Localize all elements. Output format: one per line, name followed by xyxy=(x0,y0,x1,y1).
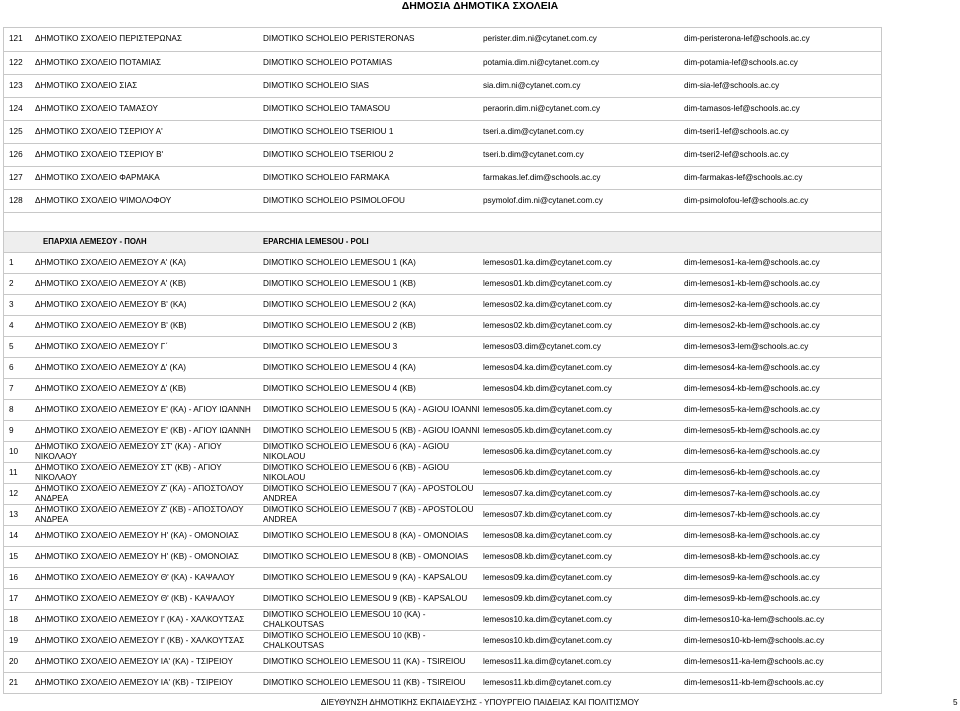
school-name-latin: DIMOTIKO SCHOLEIO LEMESOU 11 (KB) - TSIREIOU xyxy=(263,672,483,693)
school-name-greek: ΔΗΜΟΤΙΚΟ ΣΧΟΛΕΙΟ ΛΕΜΕΣΟΥ Α' (ΚΒ) xyxy=(35,273,263,294)
school-email: lemesos09.kb.dim@cytanet.com.cy xyxy=(483,588,684,609)
table-row xyxy=(4,357,881,378)
footer-text: ΔΙΕΥΘΥΝΣΗ ΔΗΜΟΤΙΚΗΣ ΕΚΠΑΙΔΕΥΣΗΣ - ΥΠΟΥΡΓΕΙΟ ΠΑΙΔΕΙΑΣ ΚΑΙ ΠΟΛΙΤΙΣΜΟΥ xyxy=(320,698,640,707)
school-number: 1 xyxy=(4,252,35,273)
table-row xyxy=(4,166,881,189)
school-number: 125 xyxy=(4,120,35,143)
school-email: lemesos08.kb.dim@cytanet.com.cy xyxy=(483,546,684,567)
school-email-schools: dim-tamasos-lef@schools.ac.cy xyxy=(684,97,881,120)
school-number: 124 xyxy=(4,97,35,120)
school-name-latin: DIMOTIKO SCHOLEIO LEMESOU 8 (KA) - OMONOIAS xyxy=(263,525,483,546)
school-name-latin: DIMOTIKO SCHOLEIO LEMESOU 6 (KA) - AGIOU NIKOLAOU xyxy=(263,441,483,462)
school-email-schools: dim-lemesos11-kb-lem@schools.ac.cy xyxy=(684,672,881,693)
school-email: lemesos05.kb.dim@cytanet.com.cy xyxy=(483,420,684,441)
table-row xyxy=(4,504,881,525)
table-row xyxy=(4,120,881,143)
school-number: 8 xyxy=(4,399,35,420)
school-name-latin: DIMOTIKO SCHOLEIO LEMESOU 2 (KA) xyxy=(263,294,483,315)
school-name-greek: ΔΗΜΟΤΙΚΟ ΣΧΟΛΕΙΟ ΛΕΜΕΣΟΥ Ε' (ΚΒ) - ΑΓΙΟΥ ΙΩΑΝΝΗ xyxy=(35,420,263,441)
school-name-greek: ΔΗΜΟΤΙΚΟ ΣΧΟΛΕΙΟ ΛΕΜΕΣΟΥ ΣΤ' (ΚΒ) - ΑΓΙΟΥ ΝΙΚΟΛΑΟΥ xyxy=(35,462,263,483)
school-number: 15 xyxy=(4,546,35,567)
school-number: 20 xyxy=(4,651,35,672)
school-number: 12 xyxy=(4,483,35,504)
school-email: lemesos09.ka.dim@cytanet.com.cy xyxy=(483,567,684,588)
school-email: lemesos04.ka.dim@cytanet.com.cy xyxy=(483,357,684,378)
school-number: 127 xyxy=(4,166,35,189)
table-row xyxy=(4,28,881,51)
school-name-greek: ΔΗΜΟΤΙΚΟ ΣΧΟΛΕΙΟ ΛΕΜΕΣΟΥ Ι' (ΚΑ) - ΧΑΛΚΟΥΤΣΑΣ xyxy=(35,609,263,630)
school-email-schools: dim-lemesos8-kb-lem@schools.ac.cy xyxy=(684,546,881,567)
school-number: 126 xyxy=(4,143,35,166)
school-number: 4 xyxy=(4,315,35,336)
table-row xyxy=(4,399,881,420)
table-row xyxy=(4,252,881,273)
school-name-greek: ΔΗΜΟΤΙΚΟ ΣΧΟΛΕΙΟ ΛΕΜΕΣΟΥ Γ΄ xyxy=(35,336,263,357)
table-row xyxy=(4,378,881,399)
school-number: 19 xyxy=(4,630,35,651)
school-name-latin: DIMOTIKO SCHOLEIO LEMESOU 5 (KB) - AGIOU IOANNI xyxy=(263,420,483,441)
school-email-schools: dim-lemesos6-kb-lem@schools.ac.cy xyxy=(684,462,881,483)
school-name-greek: ΔΗΜΟΤΙΚΟ ΣΧΟΛΕΙΟ ΤΑΜΑΣΟΥ xyxy=(35,97,263,120)
school-number: 18 xyxy=(4,609,35,630)
school-name-greek: ΔΗΜΟΤΙΚΟ ΣΧΟΛΕΙΟ ΛΕΜΕΣΟΥ Ζ' (ΚΒ) - ΑΠΟΣΤΟΛΟΥ ΑΝΔΡΕΑ xyxy=(35,504,263,525)
school-email: lemesos01.kb.dim@cytanet.com.cy xyxy=(483,273,684,294)
school-email-schools: dim-tseri2-lef@schools.ac.cy xyxy=(684,143,881,166)
table-row xyxy=(4,315,881,336)
school-name-greek: ΔΗΜΟΤΙΚΟ ΣΧΟΛΕΙΟ ΤΣΕΡΙΟΥ Β' xyxy=(35,143,263,166)
school-email-schools: dim-lemesos4-kb-lem@schools.ac.cy xyxy=(684,378,881,399)
page-title: ΔΗΜΟΣΙΑ ΔΗΜΟΤΙΚΑ ΣΧΟΛΕΙΑ xyxy=(401,0,559,12)
school-name-latin: DIMOTIKO SCHOLEIO LEMESOU 8 (KB) - OMONOIAS xyxy=(263,546,483,567)
school-name-latin: DIMOTIKO SCHOLEIO POTAMIAS xyxy=(263,51,483,74)
school-name-latin: DIMOTIKO SCHOLEIO LEMESOU 4 (KA) xyxy=(263,357,483,378)
page-number: 5 xyxy=(953,698,958,707)
school-email-schools: dim-lemesos9-ka-lem@schools.ac.cy xyxy=(684,567,881,588)
school-email-schools: dim-lemesos6-ka-lem@schools.ac.cy xyxy=(684,441,881,462)
school-number: 6 xyxy=(4,357,35,378)
school-name-latin: DIMOTIKO SCHOLEIO LEMESOU 4 (KB) xyxy=(263,378,483,399)
school-email-schools: dim-lemesos10-ka-lem@schools.ac.cy xyxy=(684,609,881,630)
school-email: lemesos02.kb.dim@cytanet.com.cy xyxy=(483,315,684,336)
school-name-latin: DIMOTIKO SCHOLEIO LEMESOU 1 (KB) xyxy=(263,273,483,294)
school-email: lemesos05.ka.dim@cytanet.com.cy xyxy=(483,399,684,420)
school-number: 13 xyxy=(4,504,35,525)
school-number: 5 xyxy=(4,336,35,357)
school-email: lemesos10.kb.dim@cytanet.com.cy xyxy=(483,630,684,651)
school-email: lemesos11.ka.dim@cytanet.com.cy xyxy=(483,651,684,672)
table-row xyxy=(4,51,881,74)
school-name-latin: DIMOTIKO SCHOLEIO SIAS xyxy=(263,74,483,97)
school-number: 17 xyxy=(4,588,35,609)
table-row xyxy=(4,651,881,672)
table-row xyxy=(4,588,881,609)
school-number: 3 xyxy=(4,294,35,315)
school-email: farmakas.lef.dim@schools.ac.cy xyxy=(483,166,684,189)
school-name-latin: DIMOTIKO SCHOLEIO LEMESOU 6 (KB) - AGIOU NIKOLAOU xyxy=(263,462,483,483)
table-row xyxy=(4,630,881,651)
school-name-latin: DIMOTIKO SCHOLEIO TAMASOU xyxy=(263,97,483,120)
school-number: 9 xyxy=(4,420,35,441)
school-email-schools: dim-lemesos3-lem@schools.ac.cy xyxy=(684,336,881,357)
school-name-greek: ΔΗΜΟΤΙΚΟ ΣΧΟΛΕΙΟ ΛΕΜΕΣΟΥ Ζ' (ΚΑ) - ΑΠΟΣΤΟΛΟΥ ΑΝΔΡΕΑ xyxy=(35,483,263,504)
table-row xyxy=(4,143,881,166)
school-name-greek: ΔΗΜΟΤΙΚΟ ΣΧΟΛΕΙΟ ΠΟΤΑΜΙΑΣ xyxy=(35,51,263,74)
school-name-greek: ΔΗΜΟΤΙΚΟ ΣΧΟΛΕΙΟ ΛΕΜΕΣΟΥ Θ' (ΚΑ) - ΚΑΨΑΛΟΥ xyxy=(35,567,263,588)
school-email-schools: dim-potamia-lef@schools.ac.cy xyxy=(684,51,881,74)
school-name-latin: DIMOTIKO SCHOLEIO LEMESOU 1 (KA) xyxy=(263,252,483,273)
school-name-greek: ΔΗΜΟΤΙΚΟ ΣΧΟΛΕΙΟ ΛΕΜΕΣΟΥ Θ' (ΚΒ) - ΚΑΨΑΛΟΥ xyxy=(35,588,263,609)
table-row xyxy=(4,546,881,567)
school-name-latin: DIMOTIKO SCHOLEIO LEMESOU 7 (KB) - APOSTOLOU ANDREA xyxy=(263,504,483,525)
school-number: 10 xyxy=(4,441,35,462)
school-name-greek: ΔΗΜΟΤΙΚΟ ΣΧΟΛΕΙΟ ΠΕΡΙΣΤΕΡΩΝΑΣ xyxy=(35,28,263,51)
school-number: 128 xyxy=(4,189,35,212)
school-email: tseri.b.dim@cytanet.com.cy xyxy=(483,143,684,166)
section-number-cell xyxy=(4,231,35,252)
school-email-schools: dim-lemesos1-ka-lem@schools.ac.cy xyxy=(684,252,881,273)
table-row xyxy=(4,294,881,315)
school-email-schools: dim-peristerona-lef@schools.ac.cy xyxy=(684,28,881,51)
school-name-greek: ΔΗΜΟΤΙΚΟ ΣΧΟΛΕΙΟ ΛΕΜΕΣΟΥ ΣΤ' (ΚΑ) - ΑΓΙΟΥ ΝΙΚΟΛΑΟΥ xyxy=(35,441,263,462)
table-row xyxy=(4,441,881,462)
school-email-schools: dim-tseri1-lef@schools.ac.cy xyxy=(684,120,881,143)
school-name-greek: ΔΗΜΟΤΙΚΟ ΣΧΟΛΕΙΟ ΛΕΜΕΣΟΥ Δ' (ΚΒ) xyxy=(35,378,263,399)
school-email-schools: dim-lemesos1-kb-lem@schools.ac.cy xyxy=(684,273,881,294)
school-name-latin: DIMOTIKO SCHOLEIO LEMESOU 5 (KA) - AGIOU IOANNI xyxy=(263,399,483,420)
school-email-schools: dim-farmakas-lef@schools.ac.cy xyxy=(684,166,881,189)
school-email-schools: dim-lemesos2-ka-lem@schools.ac.cy xyxy=(684,294,881,315)
school-name-latin: DIMOTIKO SCHOLEIO LEMESOU 11 (KA) - TSIREIOU xyxy=(263,651,483,672)
table-row xyxy=(4,672,881,693)
school-name-latin: DIMOTIKO SCHOLEIO TSERIOU 1 xyxy=(263,120,483,143)
school-email-schools: dim-lemesos5-kb-lem@schools.ac.cy xyxy=(684,420,881,441)
section-title-greek: ΕΠΑΡΧΙΑ ΛΕΜΕΣΟΥ - ΠΟΛΗ xyxy=(35,231,263,252)
table-row xyxy=(4,97,881,120)
school-name-latin: DIMOTIKO SCHOLEIO LEMESOU 10 (KB) - CHALKOUTSAS xyxy=(263,630,483,651)
school-name-greek: ΔΗΜΟΤΙΚΟ ΣΧΟΛΕΙΟ ΛΕΜΕΣΟΥ Β' (ΚΒ) xyxy=(35,315,263,336)
school-name-greek: ΔΗΜΟΤΙΚΟ ΣΧΟΛΕΙΟ ΦΑΡΜΑΚΑ xyxy=(35,166,263,189)
section-header-row xyxy=(4,231,881,252)
school-name-latin: DIMOTIKO SCHOLEIO LEMESOU 9 (KB) - KAPSALOU xyxy=(263,588,483,609)
school-email: tseri.a.dim@cytanet.com.cy xyxy=(483,120,684,143)
school-email: peraorin.dim.ni@cytanet.com.cy xyxy=(483,97,684,120)
school-name-greek: ΔΗΜΟΤΙΚΟ ΣΧΟΛΕΙΟ ΛΕΜΕΣΟΥ ΙΑ' (ΚΑ) - ΤΣΙΡΕΙΟΥ xyxy=(35,651,263,672)
school-email-schools: dim-lemesos9-kb-lem@schools.ac.cy xyxy=(684,588,881,609)
school-email: lemesos10.ka.dim@cytanet.com.cy xyxy=(483,609,684,630)
school-number: 2 xyxy=(4,273,35,294)
school-name-latin: DIMOTIKO SCHOLEIO FARMAKA xyxy=(263,166,483,189)
school-name-greek: ΔΗΜΟΤΙΚΟ ΣΧΟΛΕΙΟ ΛΕΜΕΣΟΥ Η' (ΚΒ) - ΟΜΟΝΟΙΑΣ xyxy=(35,546,263,567)
school-number: 122 xyxy=(4,51,35,74)
table-row xyxy=(4,74,881,97)
table-row xyxy=(4,462,881,483)
school-email: perister.dim.ni@cytanet.com.cy xyxy=(483,28,684,51)
schools-table-grid xyxy=(4,28,881,694)
school-email: psymolof.dim.ni@cytanet.com.cy xyxy=(483,189,684,212)
school-name-latin: DIMOTIKO SCHOLEIO PERISTERONAS xyxy=(263,28,483,51)
school-email-schools: dim-lemesos5-ka-lem@schools.ac.cy xyxy=(684,399,881,420)
school-name-greek: ΔΗΜΟΤΙΚΟ ΣΧΟΛΕΙΟ ΛΕΜΕΣΟΥ Δ' (ΚΑ) xyxy=(35,357,263,378)
school-email: lemesos11.kb.dim@cytanet.com.cy xyxy=(483,672,684,693)
school-email-schools: dim-psimolofou-lef@schools.ac.cy xyxy=(684,189,881,212)
school-number: 21 xyxy=(4,672,35,693)
school-name-greek: ΔΗΜΟΤΙΚΟ ΣΧΟΛΕΙΟ ΛΕΜΕΣΟΥ Ι' (ΚΒ) - ΧΑΛΚΟΥΤΣΑΣ xyxy=(35,630,263,651)
school-name-latin: DIMOTIKO SCHOLEIO TSERIOU 2 xyxy=(263,143,483,166)
school-email-schools: dim-lemesos4-ka-lem@schools.ac.cy xyxy=(684,357,881,378)
school-number: 121 xyxy=(4,28,35,51)
school-name-greek: ΔΗΜΟΤΙΚΟ ΣΧΟΛΕΙΟ ΛΕΜΕΣΟΥ ΙΑ' (ΚΒ) - ΤΣΙΡΕΙΟΥ xyxy=(35,672,263,693)
table-row xyxy=(4,189,881,212)
school-email-schools: dim-sia-lef@schools.ac.cy xyxy=(684,74,881,97)
section-title-latin: EPARCHIA LEMESOU - POLI xyxy=(263,231,881,252)
school-name-latin: DIMOTIKO SCHOLEIO LEMESOU 3 xyxy=(263,336,483,357)
table-row xyxy=(4,336,881,357)
school-email: potamia.dim.ni@cytanet.com.cy xyxy=(483,51,684,74)
table-spacer-row xyxy=(4,212,881,231)
school-email-schools: dim-lemesos8-ka-lem@schools.ac.cy xyxy=(684,525,881,546)
school-email: lemesos06.ka.dim@cytanet.com.cy xyxy=(483,441,684,462)
school-name-greek: ΔΗΜΟΤΙΚΟ ΣΧΟΛΕΙΟ ΛΕΜΕΣΟΥ Ε' (ΚΑ) - ΑΓΙΟΥ ΙΩΑΝΝΗ xyxy=(35,399,263,420)
school-name-greek: ΔΗΜΟΤΙΚΟ ΣΧΟΛΕΙΟ ΨΙΜΟΛΟΦΟΥ xyxy=(35,189,263,212)
table-row xyxy=(4,525,881,546)
school-name-greek: ΔΗΜΟΤΙΚΟ ΣΧΟΛΕΙΟ ΤΣΕΡΙΟΥ Α' xyxy=(35,120,263,143)
schools-table xyxy=(3,27,882,694)
school-name-greek: ΔΗΜΟΤΙΚΟ ΣΧΟΛΕΙΟ ΛΕΜΕΣΟΥ Β' (ΚΑ) xyxy=(35,294,263,315)
school-name-latin: DIMOTIKO SCHOLEIO PSIMOLOFOU xyxy=(263,189,483,212)
school-number: 11 xyxy=(4,462,35,483)
school-email: lemesos04.kb.dim@cytanet.com.cy xyxy=(483,378,684,399)
table-row xyxy=(4,609,881,630)
school-name-latin: DIMOTIKO SCHOLEIO LEMESOU 9 (KA) - KAPSALOU xyxy=(263,567,483,588)
school-email: lemesos03.dim@cytanet.com.cy xyxy=(483,336,684,357)
school-number: 7 xyxy=(4,378,35,399)
table-row xyxy=(4,483,881,504)
spacer-cell xyxy=(4,212,881,231)
school-number: 16 xyxy=(4,567,35,588)
table-row xyxy=(4,273,881,294)
school-email: lemesos02.ka.dim@cytanet.com.cy xyxy=(483,294,684,315)
school-name-greek: ΔΗΜΟΤΙΚΟ ΣΧΟΛΕΙΟ ΣΙΑΣ xyxy=(35,74,263,97)
school-email: sia.dim.ni@cytanet.com.cy xyxy=(483,74,684,97)
school-name-latin: DIMOTIKO SCHOLEIO LEMESOU 7 (KA) - APOSTOLOU ANDREA xyxy=(263,483,483,504)
school-number: 14 xyxy=(4,525,35,546)
school-email-schools: dim-lemesos7-ka-lem@schools.ac.cy xyxy=(684,483,881,504)
school-email-schools: dim-lemesos10-kb-lem@schools.ac.cy xyxy=(684,630,881,651)
school-email-schools: dim-lemesos11-ka-lem@schools.ac.cy xyxy=(684,651,881,672)
school-email: lemesos01.ka.dim@cytanet.com.cy xyxy=(483,252,684,273)
school-name-greek: ΔΗΜΟΤΙΚΟ ΣΧΟΛΕΙΟ ΛΕΜΕΣΟΥ Η' (ΚΑ) - ΟΜΟΝΟΙΑΣ xyxy=(35,525,263,546)
school-name-latin: DIMOTIKO SCHOLEIO LEMESOU 10 (KA) - CHALKOUTSAS xyxy=(263,609,483,630)
school-name-latin: DIMOTIKO SCHOLEIO LEMESOU 2 (KB) xyxy=(263,315,483,336)
school-email-schools: dim-lemesos2-kb-lem@schools.ac.cy xyxy=(684,315,881,336)
school-email: lemesos07.ka.dim@cytanet.com.cy xyxy=(483,483,684,504)
table-row xyxy=(4,420,881,441)
table-row xyxy=(4,567,881,588)
school-email: lemesos08.ka.dim@cytanet.com.cy xyxy=(483,525,684,546)
school-email: lemesos07.kb.dim@cytanet.com.cy xyxy=(483,504,684,525)
school-number: 123 xyxy=(4,74,35,97)
school-name-greek: ΔΗΜΟΤΙΚΟ ΣΧΟΛΕΙΟ ΛΕΜΕΣΟΥ Α' (ΚΑ) xyxy=(35,252,263,273)
school-email: lemesos06.kb.dim@cytanet.com.cy xyxy=(483,462,684,483)
school-email-schools: dim-lemesos7-kb-lem@schools.ac.cy xyxy=(684,504,881,525)
